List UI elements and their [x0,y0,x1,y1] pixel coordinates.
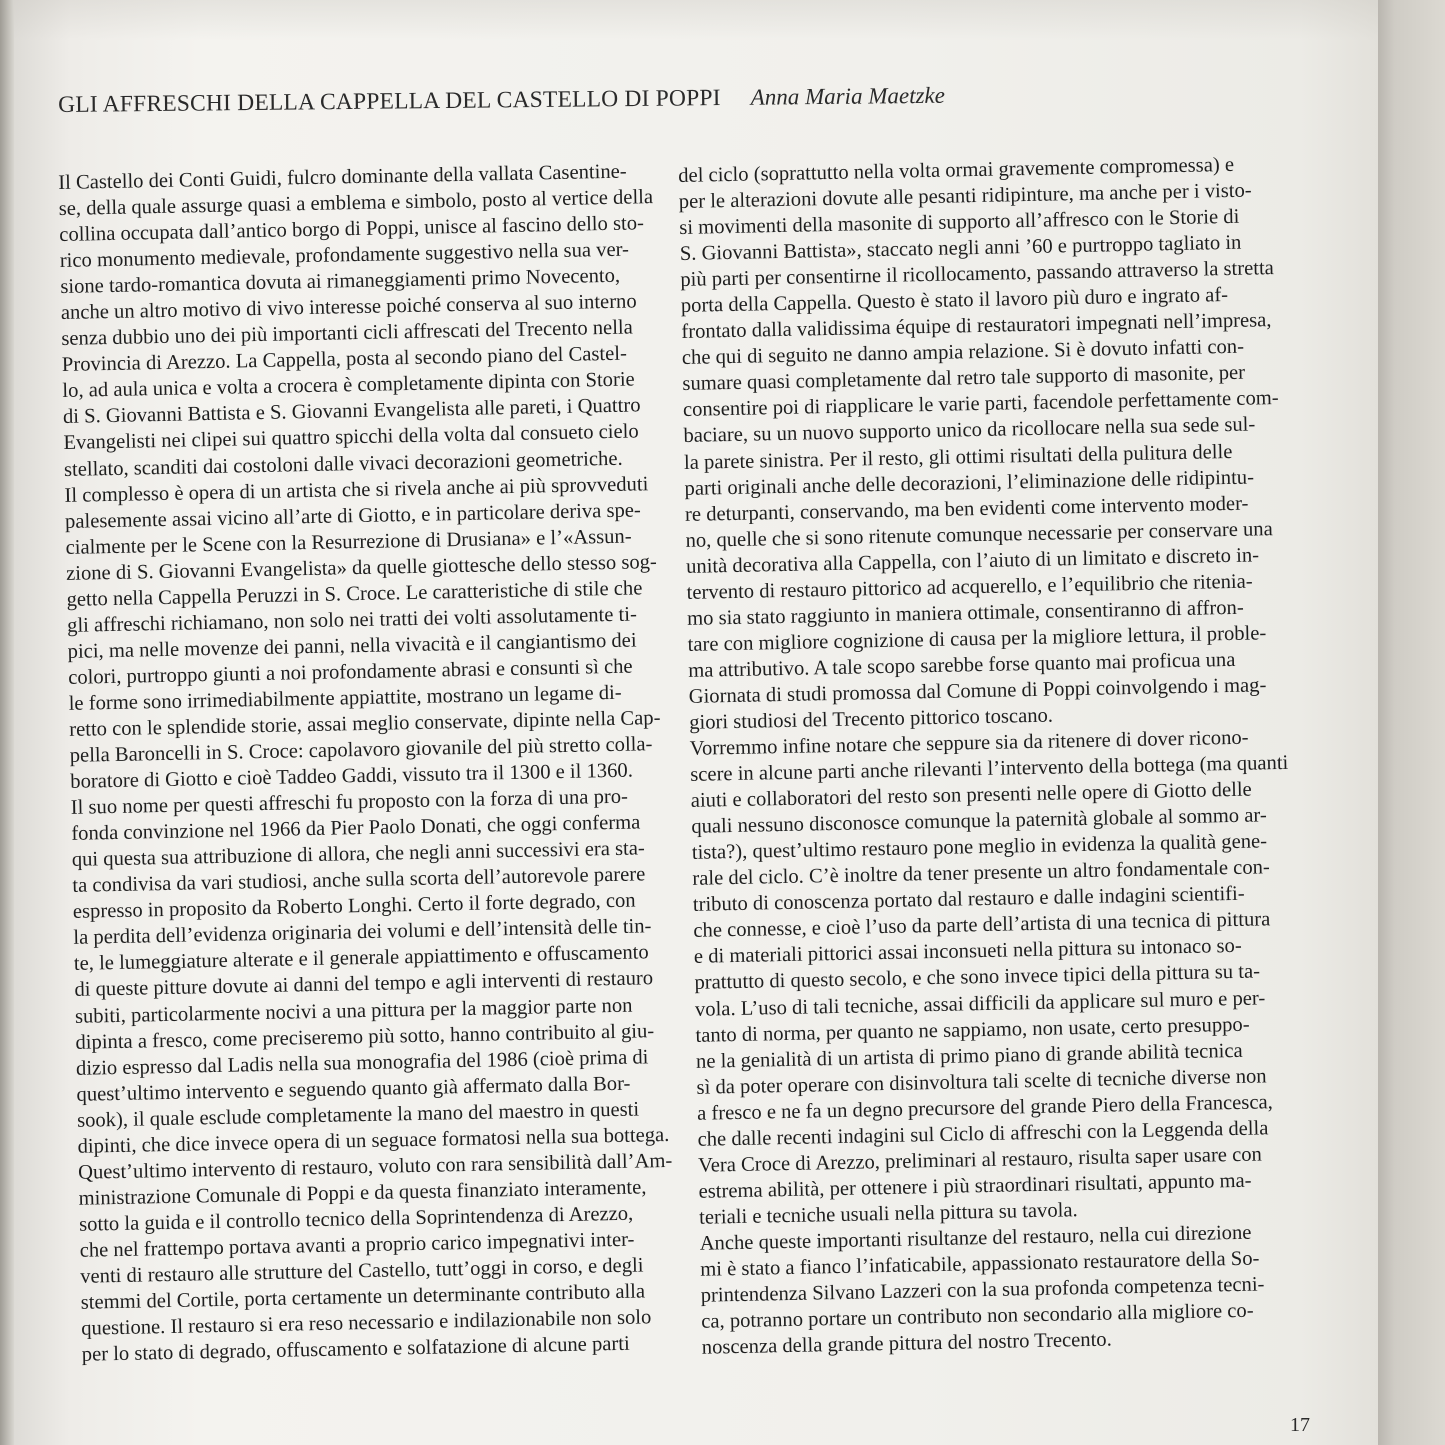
text-line: baciare, su un nuovo supporto unico da ricollocare nella sua sede sul- [683,413,1256,448]
text-line: gli affreschi richiamano, non solo nei tratti dei volti assolutamente ti- [66,603,638,637]
text-line: per le alterazioni dovute alle pesanti ridipinture, ma anche per i visto- [678,179,1252,214]
running-header [58,82,1058,126]
text-line: stemmi del Cortile, porta certamente un determinante contributo alla [80,1280,646,1314]
text-line: getto nella Cappella Peruzzi in S. Croce. Le caratteristiche di stile che [66,577,643,611]
page-number: 17 [1290,1414,1310,1436]
article-title: GLI AFFRESCHI DELLA CAPPELLA DEL CASTELLO DI POPPI [58,85,721,118]
text-line: dipinta a fresco, come preciseremo più sotto, hanno contribuito al giu- [75,1019,655,1054]
text-line: e di materiali pittorici assai inconsueti nella pittura su intonaco so- [693,935,1242,969]
text-line: qui questa sua attribuzione di allora, che negli anni successivi era sta- [71,837,645,872]
text-line: S. Giovanni Battista», staccato negli anni ’60 e purtroppo tagliato in [679,231,1242,266]
text-line: vola. L’uso di tali tecniche, assai difficili da applicare sul muro e per- [694,986,1266,1021]
text-line: fonda convinzione nel 1966 da Pier Paolo Donati, che oggi conferma [71,811,641,846]
text-line: le forme sono irrimediabilmente appiattite, mostrano un legame di- [68,681,622,715]
text-line: più parti per consentirne il ricollocamento, passando attraverso la stretta [680,257,1275,292]
text-line: frontato dalla validissima équipe di restauratori impegnati nell’impresa, [681,309,1272,344]
text-line: di S. Giovanni Battista e S. Giovanni Evangelista alle pareti, i Quattro [62,394,641,429]
text-line: Il complesso è opera di un artista che si rivela anche ai più sprovveduti [64,472,649,507]
text-line: mi è stato a fianco l’infaticabile, appassionato restauratore della So- [699,1247,1260,1281]
text-line: per lo stato di degrado, offuscamento e solfatazione di alcune parti [81,1332,630,1366]
text-line: retto con le splendide storie, assai meglio conservate, dipinte nella Cap- [69,707,661,741]
text-line: scere in alcune parti anche rilevanti l’intervento della bottega (ma quanti [690,751,1289,786]
text-line: parti originali anche delle decorazioni, l’eliminazione delle ridipintu- [684,466,1255,500]
text-line: aiuti e collaboratori del resto son presenti nelle opere di Giotto delle [690,778,1252,812]
text-line: no, quelle che si sono ritenute comunque necessarie per conservare una [685,517,1273,552]
text-line: unità decorativa alla Cappella, con l’aiuto di un limitato e discreto in- [685,544,1260,578]
text-line: tista?), quest’ultimo restauro pone meglio in evidenza la qualità gene- [691,830,1268,865]
text-line: ministrazione Comunale di Poppi e da questa finanziato interamente, [78,1176,647,1210]
page-edge [1378,0,1445,1445]
text-line: Evangelisti nei clipei sui quattro spicchi della volta dal consueto cielo [63,420,639,455]
text-line: stellato, scanditi dai costoloni dalle vivaci decorazioni geometriche. [63,447,623,481]
text-line: mo sia stato raggiunto in maniera ottimale, consentiranno di affron- [686,596,1244,630]
text-line: sì da poter operare con disinvoltura tali scelte di tecniche diverse non [696,1065,1267,1099]
text-line: ma attributivo. A tale scopo sarebbe forse quanto mai proficua una [687,648,1236,682]
text-line: palesemente assai vicino all’arte di Giotto, e in particolare deriva spe- [64,498,641,533]
text-line: cialmente per le Scene con la Resurrezione di Drusiana» e l’«Assun- [65,525,632,559]
text-line: se, della quale assurge quasi a emblema e simbolo, posto al vertice della [58,186,654,221]
text-line: quali nessuno disconosce comunque la paternità globale al sommo ar- [691,804,1267,839]
text-line: tributo di conoscenza portato dal restauro e dalle indagini scientifi- [692,883,1245,917]
text-line: sione tardo-romantica dovuta ai rimaneggiamenti primo Novecento, [60,264,621,299]
text-line: del ciclo (soprattutto nella volta ormai gravemente compromessa) e [678,153,1235,187]
text-line: boratore di Giotto e cioè Taddeo Gaddi, vissuto tra il 1300 e il 1360. [70,759,634,793]
article-author: Anna Maria Maetzke [750,82,946,110]
text-line: tanto di norma, per quanto ne sappiamo, non usate, certo presuppo- [695,1013,1250,1047]
text-line: espresso in proposito da Roberto Longhi. Certo il forte degrado, con [72,889,636,924]
text-line: Il Castello dei Conti Guidi, fulcro dominante della vallata Casentine- [58,160,627,194]
text-line: giori studiosi del Trecento pittorico toscano. [689,704,1054,734]
text-line: sook), il quale esclude completamente la mano del maestro in questi [76,1098,640,1132]
text-line: sumare quasi completamente dal retro tale supporto di masonite, per [682,362,1246,396]
text-line: subiti, particolarmente nocivi a una pittura per la maggior parte non [74,994,633,1028]
text-line: noscenza della grande pittura del nostro Trecento. [701,1328,1112,1359]
text-line: re deturpanti, conservando, ma ben evidenti come intervento moder- [684,492,1249,526]
text-column-left [58,158,682,1368]
text-line: sotto la guida e il controllo tecnico della Soprintendenza di Arezzo, [78,1202,634,1236]
text-line: teriali e tecniche usuali nella pittura su tavola. [698,1199,1078,1229]
text-line: pella Baroncelli in S. Croce: capolavoro giovanile del più stretto colla- [69,733,653,767]
text-line: tervento di restauro pittorico ad acquerello, e l’equilibrio che ritenia- [686,570,1253,604]
text-line: dizio espresso dal Ladis nella sua monografia del 1986 (cioè prima di [75,1045,649,1080]
text-line: anche un altro motivo di vivo interesse poiché conserva al suo interno [60,290,637,325]
text-line: dipinti, che dice invece opera di un seguace formatosi nella sua bottega. [77,1123,670,1158]
text-line: Anche queste importanti risultanze del restauro, nella cui direzione [699,1221,1252,1255]
text-line: collina occupata dall’antico borgo di Poppi, unisce al fascino dello sto- [59,212,645,247]
text-line: rale del ciclo. C’è inoltre da tener presente un altro fondamentale con- [692,856,1270,891]
text-line: tare con migliore cognizione di causa per la migliore lettura, il proble- [687,622,1267,656]
text-line: rico monumento medievale, profondamente suggestivo nella sua ver- [59,238,630,273]
text-line: porta della Cappella. Questo è stato il lavoro più duro e ingrato af- [680,284,1229,318]
text-line: prattutto di questo secolo, e che sono invece tipici della pittura su ta- [694,960,1261,995]
page-gutter [0,0,14,1445]
text-line: ne la genialità di un artista di primo piano di grande abilità tecnica [695,1039,1243,1073]
text-line: Quest’ultimo intervento di restauro, voluto con rara sensibilità dall’Am- [77,1149,673,1184]
text-line: lo, ad aula unica e volta a crocera è completamente dipinta con Storie [62,368,635,403]
text-line: venti di restauro alle strutture del Castello, tutt’oggi in corso, e degli [79,1254,644,1288]
text-column-right [678,151,1302,1361]
text-line: senza dubbio uno dei più importanti cicli affrescati del Trecento nella [61,316,634,351]
text-line: la parete sinistra. Per il resto, gli ottimi risultati della pulitura delle [683,440,1233,474]
text-line: la perdita dell’evidenza originaria dei volumi e dell’intensità delle tin- [73,915,652,950]
text-line: si movimenti della masonite di supporto all’affresco con le Storie di [679,205,1240,240]
text-line: Vorremmo infine notare che seppure sia da ritenere di dover ricono- [689,726,1249,760]
text-line: estrema abilità, per ottenere i più straordinari risultati, appunto ma- [698,1169,1252,1203]
text-line: consentire poi di riapplicare le varie parti, facendole perfettamente com- [682,387,1279,422]
text-line: Il suo nome per questi affreschi fu proposto con la forza di una pro- [70,785,629,819]
text-line: Vera Croce di Arezzo, preliminari al restauro, risulta saper usare con [697,1143,1263,1177]
text-line: che connesse, e cioè l’uso da parte dell’artista di una tecnica di pittura [693,908,1271,943]
text-line: pici, ma nelle movenze dei panni, nella vivacità e il cangiantismo dei [67,629,637,663]
text-line: che nel frattempo portava avanti a proprio carico impegnativi inter- [79,1228,635,1262]
text-line: questione. Il restauro si era reso necessario e indilazionabile non solo [81,1306,652,1340]
text-line: a fresco e ne fa un degno precursore del grande Piero della Francesca, [696,1090,1273,1125]
text-line: zione di S. Giovanni Evangelista» da quelle giottesche dello stesso sog- [65,550,658,585]
text-line: di queste pitture dovute ai danni del tempo e agli interventi di restauro [74,967,654,1002]
text-line: che dalle recenti indagini sul Ciclo di affreschi con la Leggenda della [697,1117,1269,1151]
top-shadow [0,0,1445,40]
text-line: Giornata di studi promossa dal Comune di Poppi coinvolgendo i mag- [688,674,1267,708]
text-line: ca, potranno portare un contributo non secondario alla migliore co- [701,1299,1254,1333]
text-line: colori, purtroppo giunti a noi profondamente abrasi e consunti sì che [67,655,633,689]
text-line: te, le lumeggiature alterate e il generale appiattimento e offuscamento [73,941,649,976]
text-line: che qui di seguito ne danno ampia relazione. Si è dovuto infatti con- [681,336,1245,370]
text-line: printendenza Silvano Lazzeri con la sua profonda competenza tecni- [700,1273,1265,1307]
text-line: quest’ultimo intervento e seguendo quanto già affermato dalla Bor- [76,1072,631,1106]
text-line: Provincia di Arezzo. La Cappella, posta al secondo piano del Castel- [61,342,628,377]
text-line: ta condivisa da vari studiosi, anche sulla scorta dell’autorevole parere [72,863,646,898]
